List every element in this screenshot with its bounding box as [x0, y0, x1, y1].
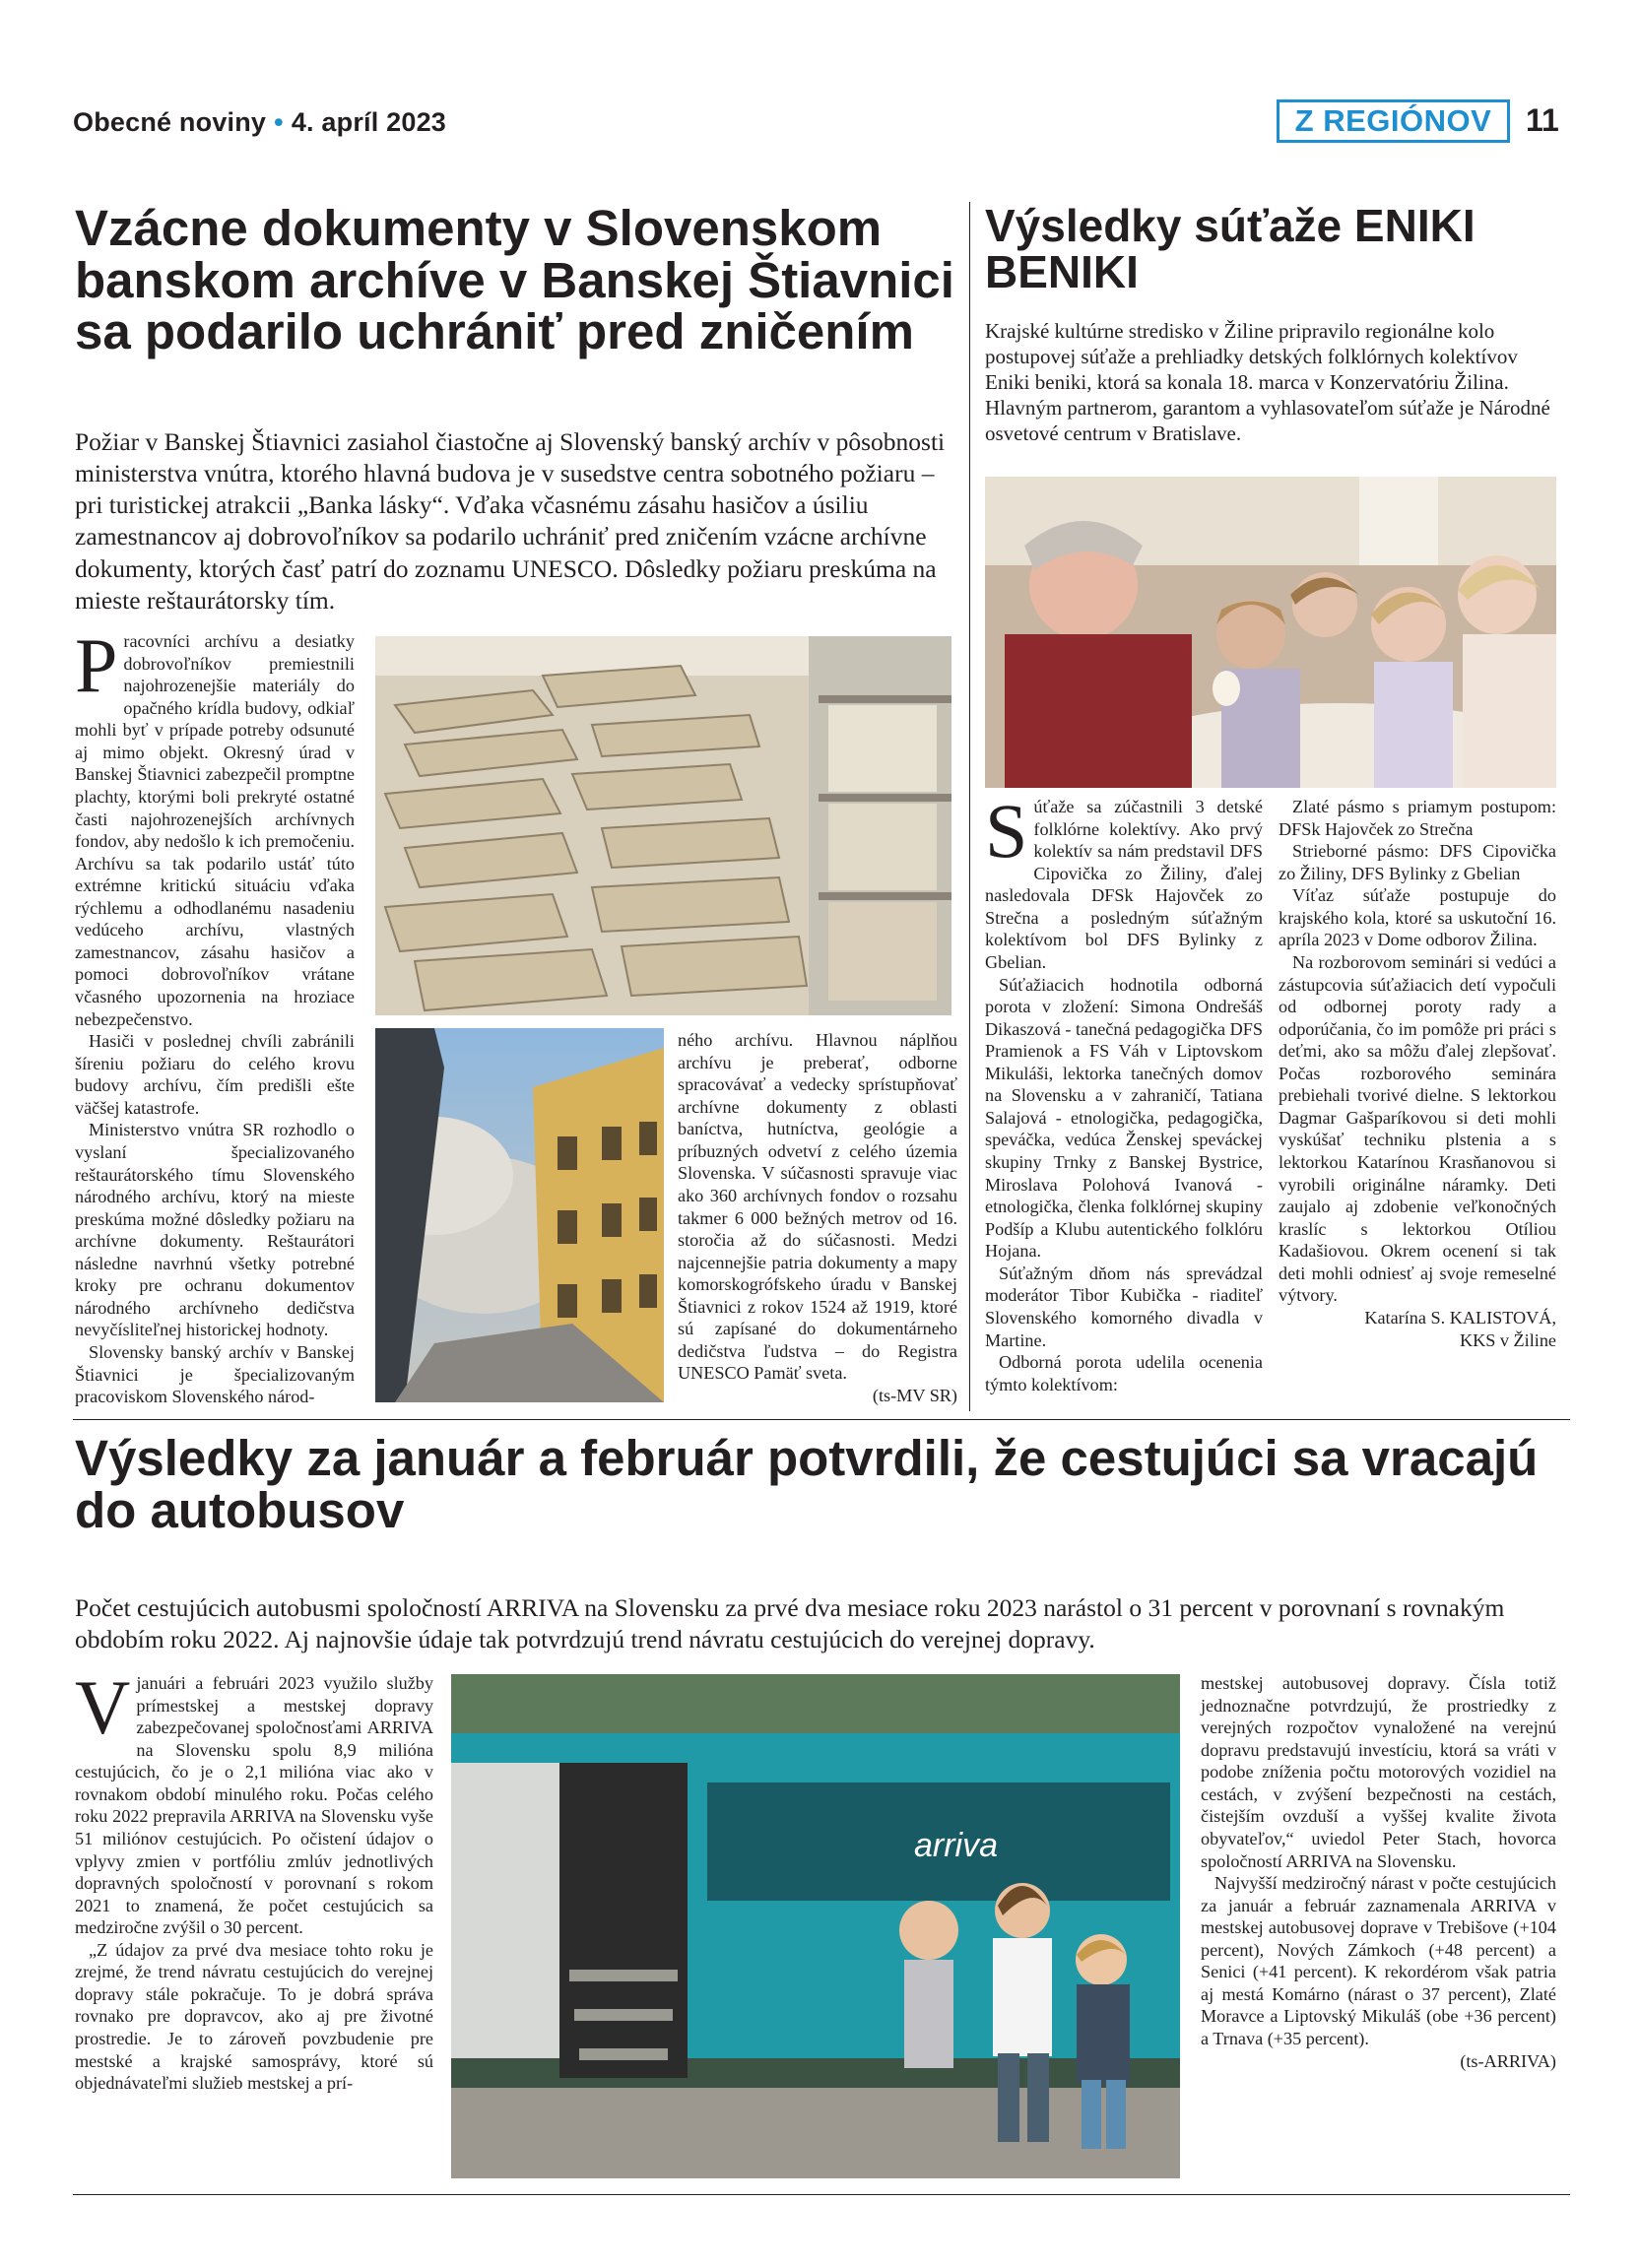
paragraph: úťaže sa zúčastnili 3 detské folklórne kolektívy. Ako prvý kolektív sa nám predstavil DFS Cipovička zo Žiliny, ďalej nasledovala DFSk Hajovček zo Strečna a posledným súťažným kolektívom bol DFS Bylinky z Gbelian. — [985, 797, 1263, 972]
article3-column-3 — [1201, 1672, 1556, 2072]
paragraph: Hasiči v poslednej chvíli zabránili šíreniu požiaru do celého krovu budovy archívu, čím predišli ešte väčšej katastrofe. — [75, 1031, 355, 1118]
paragraph: Strieborné pásmo: DFS Cipovička zo Žiliny, DFS Bylinky z Gbelian — [1279, 841, 1556, 883]
article1-column-3 — [678, 1029, 957, 1407]
paragraph: Najvyšší medziročný nárast v počte cestujúcich za január a február zaznamenala ARRIVA v mestskej autobusovej doprave v Trebišove (+104 percent), Nových Zámkoch (+48 percent) a Senici (+41 percent). K rekordérom však patria aj mestá Komárno (nárast o 37 percent), Zlaté Moravce a Liptovský Mikuláš (obe +36 percent) a Trnava (+35 percent). — [1201, 1873, 1556, 2048]
paragraph: januári a februári 2023 využilo služby prímestskej a mestskej dopravy zabezpečovanej spoločnosťami ARRIVA na Slovensku spolu 8,9 milióna cestujúcich, čo je o 2,1 milióna viac ako v rovnakom období minulého roku. Počas celého roku 2022 prepravila ARRIVA na Slovensku vyše 51 miliónov cestujúcich. Po očistení údajov o vplyvy zmien v portfóliu zmlúv jednotlivých dopravných spoločností v porovnaní s rokom 2021 to znamená, že počet cestujúcich sa medziročne zvýšil o 30 percent. — [75, 1673, 433, 1938]
archive-boxes-photo — [375, 636, 951, 1015]
paragraph: Zlaté pásmo s priamym postupom: DFSk Hajovček zo Strečna — [1279, 797, 1556, 839]
article3-credit: (ts-ARRIVA) — [1460, 2050, 1556, 2071]
article2-lead: Krajské kultúrne stredisko v Žiline pripravilo regionálne kolo postupovej súťaže a prehliadky detských folklórnych kolektívov Eniki beniki, ktorá sa konala 18. marca v Konzervatóriu Žilina. Hlavným partnerom, garantom a vyhlasovateľom súťaže je Národné osvetové centrum v Bratislave. — [985, 319, 1550, 446]
paragraph: mestskej autobusovej dopravy. Čísla totiž jednoznačne potvrdzujú, že prostriedky z verejných rozpočtov vynaložené na verejnú dopravu predstavujú investíciu, ktorá sa vráti v podobe zníženia počtu motorových vozidiel na cestách, v zvýšení bezpečnosti na cestách, čistejším ovzduší a vyššej kvalite života obyvateľov,“ uviedol Peter Stach, hovorca spoločností ARRIVA na Slovensku. — [1201, 1673, 1556, 1871]
issue-date: 4. apríl 2023 — [291, 107, 447, 137]
article3-column-1 — [75, 1664, 433, 2095]
article2-author-org: KKS v Žiline — [1459, 1329, 1556, 1350]
paragraph: Súťažiacich hodnotila odborná porota v zložení: Simona Ondrešáš Dikaszová - tanečná pedagogička DFS Pramienok a FS Váh v Liptovskom Mikuláši, lektorka tanečných domov na Slovensku a v zahraničí, Tatiana Salajová - etnologička, pedagogička, speváčka, vedúca Ženskej speváckej skupiny Trnky z Banskej Bystrice, Miroslava Polohová Ivanová - etnologička, členka folklórnej skupiny Podšíp a Klubu autentického folklóru Hojana. — [985, 974, 1263, 1262]
dropcap: S — [985, 788, 1028, 874]
dropcap: P — [75, 622, 118, 708]
paragraph: Na rozborovom seminári si vedúci a zástupcovia súťažiacich detí vypočuli od odbornej poroty rady a odporúčania, čo im pomôže pri práci s deťmi, ako sa môžu ďalej zlepšovať. Počas rozborového seminára prebiehali tvorivé dielne. S lektorkou Dagmar Gašparíkovou si deti mohli vyskúšať techniku plstenia a s lektorkou Katarínou Krasňanovou si vyrobili originálne náramky. Deti zaujalo aj zdobenie veľkonočných kraslíc s lektorkou Otíliou Kadašiovou. Okrem ocenení si tak deti mohli odniesť aj svoje remeselné výtvory. — [1279, 951, 1556, 1306]
article1-title: Vzácne dokumenty v Slovenskom banskom archíve v Banskej Štiavnici sa podarilo uchrániť pred zničením — [75, 200, 954, 360]
paragraph: „Z údajov za prvé dva mesiace tohto roku je zrejmé, že trend návratu cestujúcich do verejnej dopravy stále pokračuje. To je dobrá správa rovnako pre dopravcov, ako aj pre životné prostredie. Je to zároveň povzbudenie pre mestské a krajské samosprávy, ktoré sú objednávateľmi služieb mestskej a prí- — [75, 1939, 433, 2094]
publication-name: Obecné noviny — [73, 107, 267, 137]
article3-lead: Počet cestujúcich autobusmi spoločností ARRIVA na Slovensku za prvé dva mesiace roku 2023 narástol o 31 percent v porovnaní s rovnakým obdobím roku 2022. Aj najnovšie údaje tak potvrdzujú trend návratu cestujúcich do verejnej dopravy. — [75, 1593, 1505, 1654]
article2-title: Výsledky súťaže ENIKI BENIKI — [985, 200, 1476, 298]
children-workshop-photo — [985, 477, 1556, 788]
article1-lead: Požiar v Banskej Štiavnici zasiahol čiastočne aj Slovenský banský archív v pôsobnosti ministerstva vnútra, ktorého hlavná budova je v susedstve centra sobotného požiaru – pri turistickej atrakcii „Banka lásky“. Vďaka včasnému zásahu hasičov a úsiliu zamestnancov aj dobrovoľníkov sa podarilo uchrániť pred zničením vzácne archívne dokumenty, ktorých časť patrí do zoznamu UNESCO. Dôsledky požiaru preskúma na mieste reštaurátorsky tím. — [75, 427, 946, 615]
paragraph: Odborná porota udelila ocenenia týmto kolektívom: — [985, 1352, 1263, 1394]
paragraph: Víťaz súťaže postupuje do krajského kola, ktoré sa uskutoční 16. apríla 2023 v Dome odborov Žilina. — [1279, 885, 1556, 950]
article2-author: Katarína S. KALISTOVÁ, — [1364, 1307, 1556, 1328]
paragraph: Ministerstvo vnútra SR rozhodlo o vyslaní špecializovaného reštaurátorského tímu Slovenského národného archívu, ktorý na mieste preskúma možné dôsledky požiaru na archívne dokumenty. Reštaurátori následne navrhnú všetky potrebné kroky pre ochranu dokumentov národného archívneho dedičstva nevyčísliteľnej historickej hodnoty. — [75, 1120, 355, 1340]
article1-column-1 — [75, 622, 355, 1408]
masthead — [73, 107, 446, 138]
paragraph: racovníci archívu a desiatky dobrovoľníkov premiestnili najohrozenejšie materiály do opačného krídla budovy, odkiaľ mohli byť v prípade potreby odsunuté aj mimo objekt. Okresný úrad v Banskej Štiavnici zabezpečil promptne plachty, ktorými boli prekryté ostatné časti najohrozenejších archívnych fondov, aby nedošlo k ich premočeniu. Archívu sa tak podarilo ustáť túto extrémne kritickú situáciu vďaka rýchlemu a odhodlanému nasadeniu vedúceho archívu, vlastných zamestnancov, zásahu hasičov a pomoci dobrovoľníkov vrátane včasného upozornenia na hroziace nebezpečenstvo. — [75, 631, 355, 1029]
article3-title: Výsledky za január a február potvrdili, že cestujúci sa vracajú do autobusov — [75, 1430, 1539, 1538]
footer-rule — [73, 2194, 1570, 2195]
article2-column-2 — [1279, 796, 1556, 1351]
column-divider — [969, 202, 970, 1411]
fire-street-photo — [375, 1028, 664, 1402]
paragraph: Slovensky banský archív v Banskej Štiavnici je špecializovaným pracoviskom Slovenského národ- — [75, 1342, 355, 1407]
section-tag: Z REGIÓNOV — [1277, 99, 1510, 143]
bullet-dot: • — [274, 107, 284, 137]
bus-passengers-photo — [451, 1674, 1180, 2178]
article1-credit: (ts-MV SR) — [872, 1386, 957, 1405]
article2-column-1 — [985, 788, 1263, 1395]
dropcap: V — [75, 1664, 131, 1750]
page-number: 11 — [1526, 102, 1559, 138]
paragraph: Súťažným dňom nás sprevádzal moderátor Tibor Kubička - riaditeľ Slovenského komorného divadla v Martine. — [985, 1263, 1263, 1350]
paragraph: ného archívu. Hlavnou náplňou archívu je preberať, odborne spracovávať a vedecky sprístupňovať archívne dokumenty z oblasti baníctva, hutníctva, geológie a príbuzných odvetví z celého územia Slovenska. V súčasnosti spravuje viac ako 360 archívnych fondov o rozsahu takmer 6 000 bežných metrov od 16. storočia až do súčasnosti. Medzi najcennejšie patria dokumenty a mapy komorskogrófskeho úradu v Banskej Štiavnici z rokov 1524 až 1919, ktoré sú zapísané do dokumentárneho dedičstva ľudstva – do Registra UNESCO Pamäť sveta. — [678, 1030, 957, 1384]
section-divider — [73, 1419, 1570, 1420]
bus-logo-text: arriva — [914, 1827, 999, 1864]
